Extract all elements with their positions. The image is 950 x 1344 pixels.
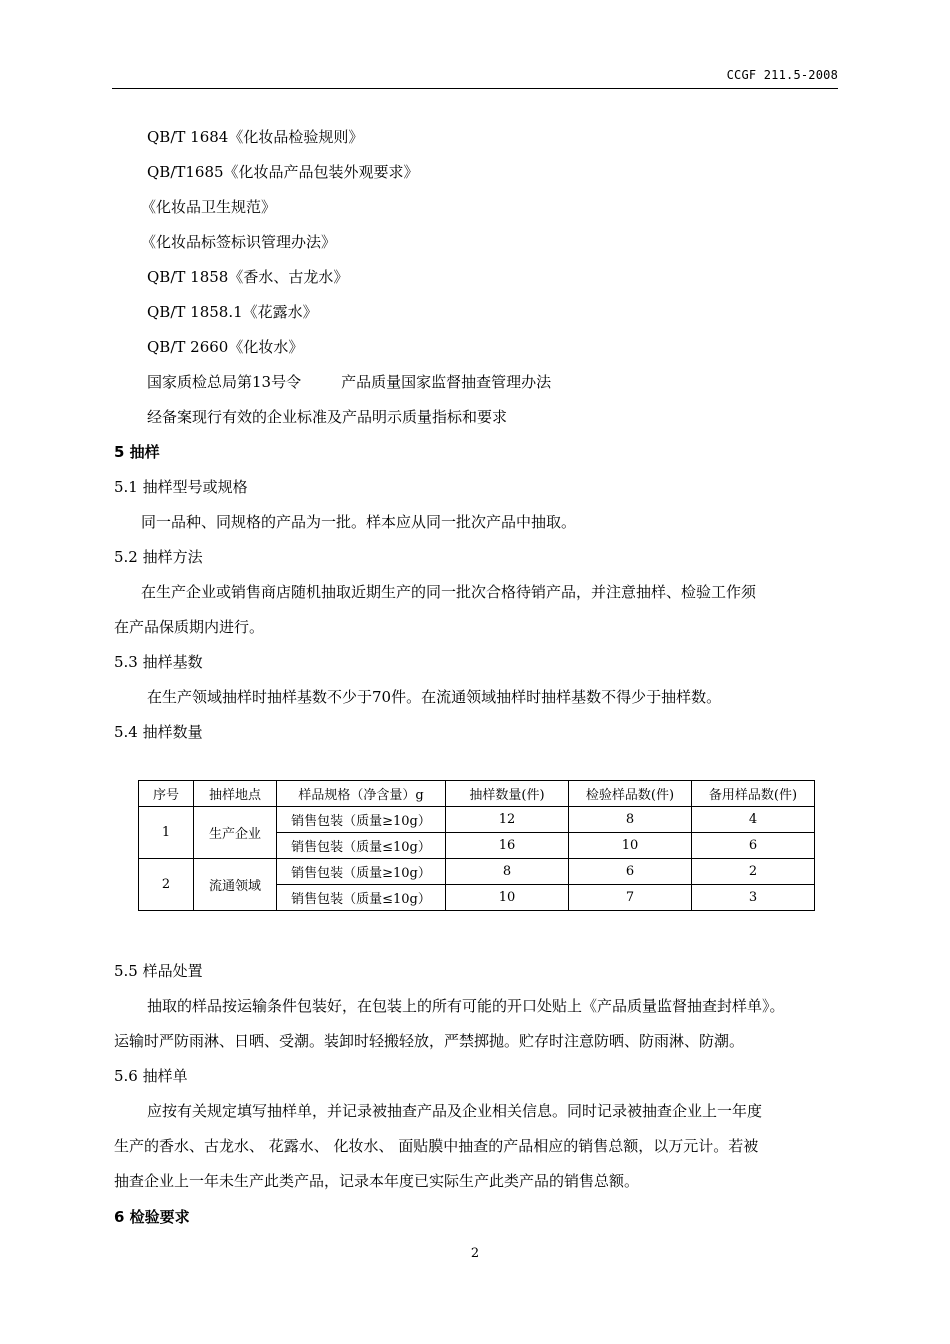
reference-item: QB/T 1684《化妆品检验规则》 bbox=[147, 128, 364, 146]
table-header: 备用样品数(件) bbox=[692, 781, 815, 807]
table-cell-spec: 销售包装（质量≤10g） bbox=[277, 833, 446, 859]
table-cell-place: 生产企业 bbox=[194, 807, 277, 859]
reference-item: 《化妆品标签标识管理办法》 bbox=[141, 233, 337, 251]
table-cell-no: 2 bbox=[139, 859, 194, 911]
table-header: 检验样品数(件) bbox=[569, 781, 692, 807]
table-header-row bbox=[139, 781, 815, 807]
reference-item: QB/T1685《化妆品产品包装外观要求》 bbox=[147, 163, 419, 181]
reference-item: QB/T 1858.1《花露水》 bbox=[147, 303, 318, 321]
table-cell-test: 10 bbox=[569, 833, 692, 859]
table-cell-spec: 销售包装（质量≥10g） bbox=[277, 859, 446, 885]
section-5-5-text: 运输时严防雨淋、日晒、受潮。装卸时轻搬轻放，严禁掷抛。贮存时注意防晒、防雨淋、防潮。 bbox=[114, 1032, 745, 1050]
section-5-1-heading: 5.1 抽样型号或规格 bbox=[114, 478, 248, 496]
table-cell-spare: 3 bbox=[692, 885, 815, 911]
table-cell-test: 7 bbox=[569, 885, 692, 911]
section-5-6-text: 生产的香水、古龙水、 花露水、 化妆水、 面贴膜中抽查的产品相应的销售总额，以万元计。若被 bbox=[114, 1137, 759, 1155]
reference-item: QB/T 1858《香水、古龙水》 bbox=[147, 268, 349, 286]
section-5-6-text: 应按有关规定填写抽样单，并记录被抽查产品及企业相关信息。同时记录被抽查企业上一年度 bbox=[147, 1102, 763, 1120]
section-5-6-text: 抽查企业上一年未生产此类产品，记录本年度已实际生产此类产品的销售总额。 bbox=[114, 1172, 640, 1190]
section-5-6-heading: 5.6 抽样单 bbox=[114, 1067, 188, 1085]
document-code: CCGF 211.5-2008 bbox=[726, 68, 838, 82]
table-header: 抽样地点 bbox=[194, 781, 277, 807]
section-5-5-heading: 5.5 样品处置 bbox=[114, 962, 203, 980]
section-5-2-text: 在生产企业或销售商店随机抽取近期生产的同一批次合格待销产品，并注意抽样、检验工作须 bbox=[141, 583, 757, 601]
table-cell-spec: 销售包装（质量≥10g） bbox=[277, 807, 446, 833]
table-cell-spare: 6 bbox=[692, 833, 815, 859]
header-rule bbox=[112, 88, 838, 89]
reference-item: QB/T 2660《化妆水》 bbox=[147, 338, 304, 356]
table-cell-qty: 12 bbox=[446, 807, 569, 833]
table-cell-spare: 2 bbox=[692, 859, 815, 885]
section-5-2-text: 在产品保质期内进行。 bbox=[114, 618, 265, 636]
table-row bbox=[139, 807, 815, 833]
table-cell-qty: 10 bbox=[446, 885, 569, 911]
table-header: 样品规格（净含量）g bbox=[277, 781, 446, 807]
table-cell-qty: 16 bbox=[446, 833, 569, 859]
table-header: 序号 bbox=[139, 781, 194, 807]
table-cell-spare: 4 bbox=[692, 807, 815, 833]
table-header: 抽样数量(件) bbox=[446, 781, 569, 807]
table-cell-no: 1 bbox=[139, 807, 194, 859]
section-5-1-text: 同一品种、同规格的产品为一批。样本应从同一批次产品中抽取。 bbox=[141, 513, 577, 531]
section-5-5-text: 抽取的样品按运输条件包装好，在包装上的所有可能的开口处贴上《产品质量监督抽查封样单》。 bbox=[147, 997, 785, 1015]
table-cell-place: 流通领域 bbox=[194, 859, 277, 911]
table-cell-qty: 8 bbox=[446, 859, 569, 885]
order-number: 国家质检总局第13号令 bbox=[147, 373, 302, 391]
table-cell-test: 6 bbox=[569, 859, 692, 885]
section-5-3-text: 在生产领域抽样时抽样基数不少于70件。在流通领域抽样时抽样基数不得少于抽样数。 bbox=[147, 688, 722, 706]
reference-order bbox=[147, 371, 551, 392]
page-number: 2 bbox=[470, 1246, 480, 1261]
order-title: 产品质量国家监督抽查管理办法 bbox=[341, 373, 552, 391]
sampling-quantity-table bbox=[138, 780, 815, 911]
table-cell-spec: 销售包装（质量≤10g） bbox=[277, 885, 446, 911]
reference-item: 《化妆品卫生规范》 bbox=[141, 198, 277, 216]
table-row bbox=[139, 859, 815, 885]
section-5-2-heading: 5.2 抽样方法 bbox=[114, 548, 203, 566]
section-5-3-heading: 5.3 抽样基数 bbox=[114, 653, 203, 671]
section-5-heading: 5 抽样 bbox=[114, 443, 160, 461]
section-6-heading: 6 检验要求 bbox=[114, 1208, 190, 1226]
reference-item: 经备案现行有效的企业标准及产品明示质量指标和要求 bbox=[147, 408, 508, 426]
table-cell-test: 8 bbox=[569, 807, 692, 833]
section-5-4-heading: 5.4 抽样数量 bbox=[114, 723, 203, 741]
